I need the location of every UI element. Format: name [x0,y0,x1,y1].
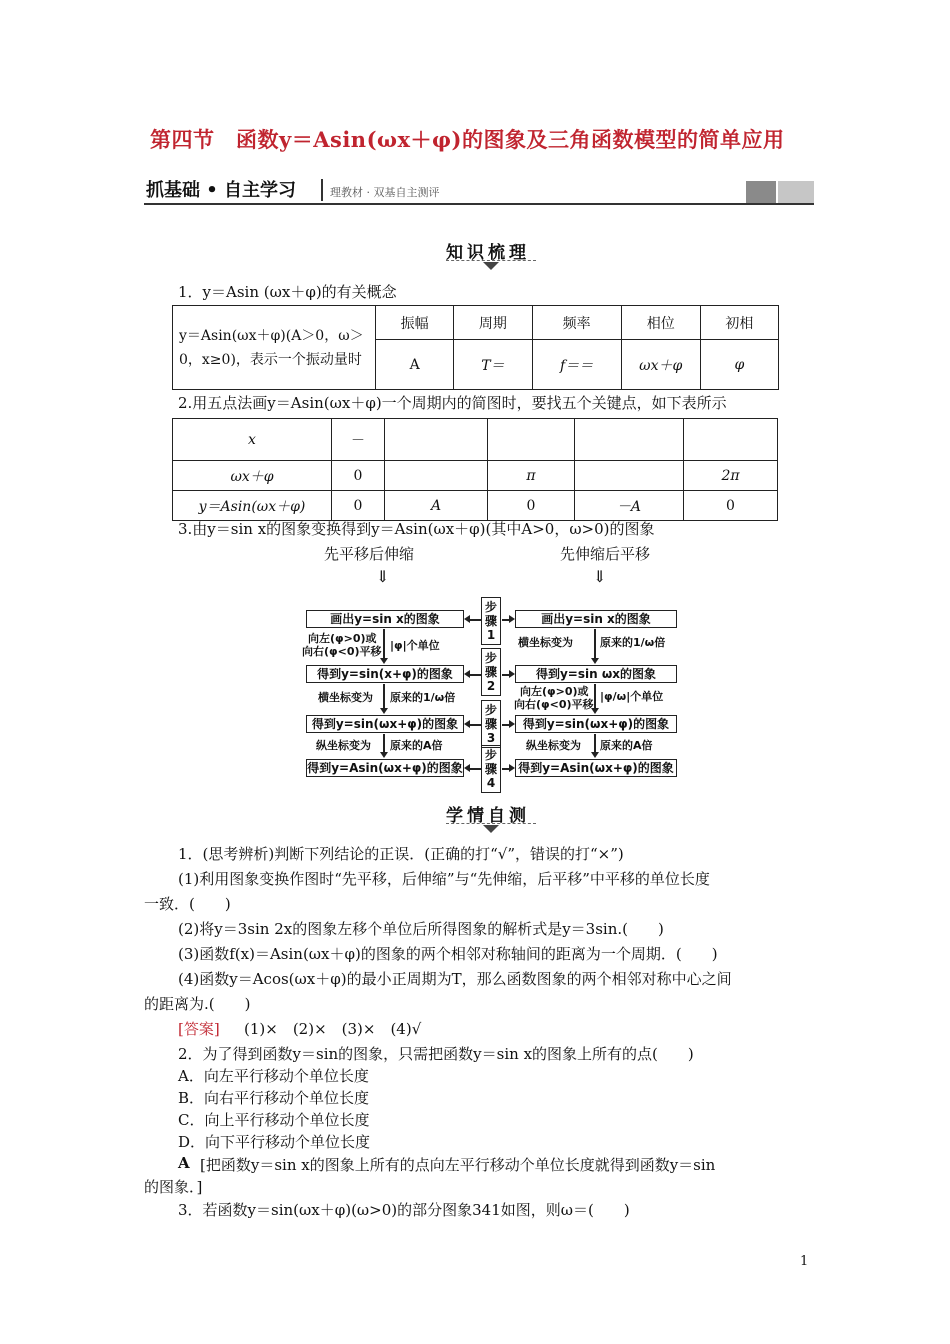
cell [385,461,488,491]
right-note-2c: |φ/ω|个单位 [600,690,664,703]
cell: 2π [684,461,778,491]
q2-answer-letter: A [178,1154,190,1172]
q1-statement-4a: (4)函数y＝Acos(ωx＋φ)的最小正周期为T，那么函数图象的两个相邻对称中心之间 [178,970,732,988]
connector [383,629,385,658]
q3-stem: 3．若函数y＝sin(ωx＋φ)(ω>0)的部分图象341如图，则ω＝( ) [178,1201,630,1219]
arrow-down-icon [380,752,388,758]
arrow-down-icon [380,658,388,664]
header-period: 周期 [454,306,532,340]
right-box-1: 画出y=sin x的图象 [515,610,677,628]
left-note-1c: |φ|个单位 [390,639,440,652]
cell: A [385,491,488,521]
banner-block-light [778,181,814,203]
right-note-2b: 向右(φ<0)平移 [514,698,594,711]
right-note-3a: 纵坐标变为 [526,739,581,752]
connector [470,674,481,676]
flow-right-head: 先伸缩后平移 [560,545,651,563]
cell: 0 [488,491,575,521]
left-box-3: 得到y=sin(ωx+φ)的图象 [306,715,464,733]
row-phase-label: ωx＋φ [173,461,332,491]
connector [383,684,385,708]
connector [594,684,596,708]
cell: 0 [332,491,385,521]
arrow-left-icon [464,670,470,678]
left-box-1: 画出y=sin x的图象 [306,610,464,628]
connector [594,734,596,752]
right-note-1a: 横坐标变为 [518,636,573,649]
step-label-1: 步骤1 [481,597,501,645]
five-point-table [172,418,778,521]
answer-tag: [答案] [178,1020,220,1038]
flow-left-head: 先平移后伸缩 [324,545,415,563]
cell [385,419,488,461]
value-initial-phase: φ [700,340,778,390]
cell: 0 [332,461,385,491]
header-phase: 相位 [621,306,700,340]
left-note-3a: 纵坐标变为 [316,739,371,752]
page-number: 1 [800,1254,809,1269]
q2-option-b: B．向右平行移动个单位长度 [178,1089,370,1107]
q2-explanation-b: 的图象．] [144,1178,203,1196]
connector [383,734,385,752]
right-note-3b: 原来的A倍 [600,739,653,752]
value-period: T＝ [454,340,532,390]
right-note-2a: 向左(φ>0)或 [520,685,589,698]
right-box-3: 得到y=sin(ωx+φ)的图象 [515,715,677,733]
q1-statement-1b: 一致．( ) [144,895,231,913]
cell [684,419,778,461]
arrow-right-icon [509,670,515,678]
arrow-left-icon [464,764,470,772]
down-arrow-icon: ⇓ [376,567,390,586]
cell [575,419,684,461]
banner-block-dark [746,181,776,203]
cell [575,461,684,491]
q1-stem: 1．(思考辨析)判断下列结论的正误．(正确的打“√”，错误的打“×”) [178,845,624,863]
triangle-marker-icon [483,262,499,270]
right-box-4: 得到y=Asin(ωx+φ)的图象 [515,759,677,777]
left-note-2b: 原来的1/ω倍 [390,691,456,704]
arrow-down-icon [380,708,388,714]
row-y-label: y＝Asin(ωx＋φ) [173,491,332,521]
item-3-heading: 3.由y＝sin x的图象变换得到y＝Asin(ωx＋φ)(其中A>0，ω>0)的图象 [178,520,655,538]
cell: 0 [684,491,778,521]
step-label-4: 步骤4 [481,745,501,793]
banner-rule [144,203,814,205]
section-divider [446,260,536,261]
q2-option-c: C．向上平行移动个单位长度 [178,1111,370,1129]
q2-option-d: D．向下平行移动个单位长度 [178,1133,371,1151]
left-note-2a: 横坐标变为 [318,691,373,704]
step-label-2: 步骤2 [481,648,501,696]
arrow-left-icon [464,615,470,623]
connector [470,768,481,770]
right-box-2: 得到y=sin ωx的图象 [515,665,677,683]
connector [470,619,481,621]
q1-statement-4b: 的距离为.( ) [144,995,251,1013]
header-amplitude: 振幅 [376,306,454,340]
connector [470,724,481,726]
concept-desc: y＝Asin(ωx＋φ)(A＞0，ω＞0，x≥0)，表示一个振动量时 [173,306,376,390]
header-initial-phase: 初相 [700,306,778,340]
value-phase: ωx＋φ [621,340,700,390]
arrow-right-icon [509,615,515,623]
q1-answer: (1)× (2)× (3)× (4)√ [244,1020,422,1038]
cell: －A [575,491,684,521]
cell [488,419,575,461]
section-heading-knowledge: 知识梳理 [446,243,530,263]
arrow-down-icon [591,752,599,758]
arrow-down-icon [591,658,599,664]
q1-statement-3: (3)函数f(x)＝Asin(ωx＋φ)的图象的两个相邻对称轴间的距离为一个周期．( ) [178,945,718,963]
q2-explanation-a: [把函数y＝sin x的图象上所有的点向左平行移动个单位长度就得到函数y＝sin [200,1156,716,1174]
left-box-2: 得到y=sin(x+φ)的图象 [306,665,464,683]
triangle-marker-icon [483,825,499,833]
value-frequency: f＝＝ [532,340,621,390]
arrow-right-icon [509,764,515,772]
row-x-label: x [173,419,332,461]
arrow-right-icon [509,720,515,728]
cell: π [488,461,575,491]
banner-subtitle: 理教材 · 双基自主测评 [330,186,440,199]
left-note-1b: 向右(φ<0)平移 [302,645,382,658]
left-note-3b: 原来的A倍 [390,739,443,752]
q2-option-a: A．向左平行移动个单位长度 [178,1067,369,1085]
left-note-1a: 向左(φ>0)或 [308,632,377,645]
concept-table [172,305,779,390]
arrow-left-icon [464,720,470,728]
page-title: 第四节 函数y＝Asin(ωx＋φ)的图象及三角函数模型的简单应用 [150,127,785,152]
item-1-heading: 1．y＝Asin (ωx＋φ)的有关概念 [178,283,397,301]
connector [594,629,596,658]
header-frequency: 频率 [532,306,621,340]
right-note-1b: 原来的1/ω倍 [600,636,666,649]
section-divider [446,823,536,824]
q1-statement-2: (2)将y＝3sin 2x的图象左移个单位后所得图象的解析式是y＝3sin.( ) [178,920,664,938]
item-2-heading: 2.用五点法画y＝Asin(ωx＋φ)一个周期内的简图时，要找五个关键点，如下表所示 [178,394,727,412]
step-label-3: 步骤3 [481,700,501,748]
cell: － [332,419,385,461]
q2-stem: 2．为了得到函数y＝sin的图象，只需把函数y＝sin x的图象上所有的点( ) [178,1045,694,1063]
left-box-4: 得到y=Asin(ωx+φ)的图象 [307,761,463,775]
banner-title: 抓基础 • 自主学习 [146,180,297,201]
banner-divider [321,179,323,201]
q1-statement-1a: (1)利用图象变换作图时“先平移，后伸缩”与“先伸缩，后平移”中平移的单位长度 [178,870,710,888]
down-arrow-icon: ⇓ [593,567,607,586]
section-heading-selftest: 学情自测 [446,806,530,826]
value-amplitude: A [376,340,454,390]
